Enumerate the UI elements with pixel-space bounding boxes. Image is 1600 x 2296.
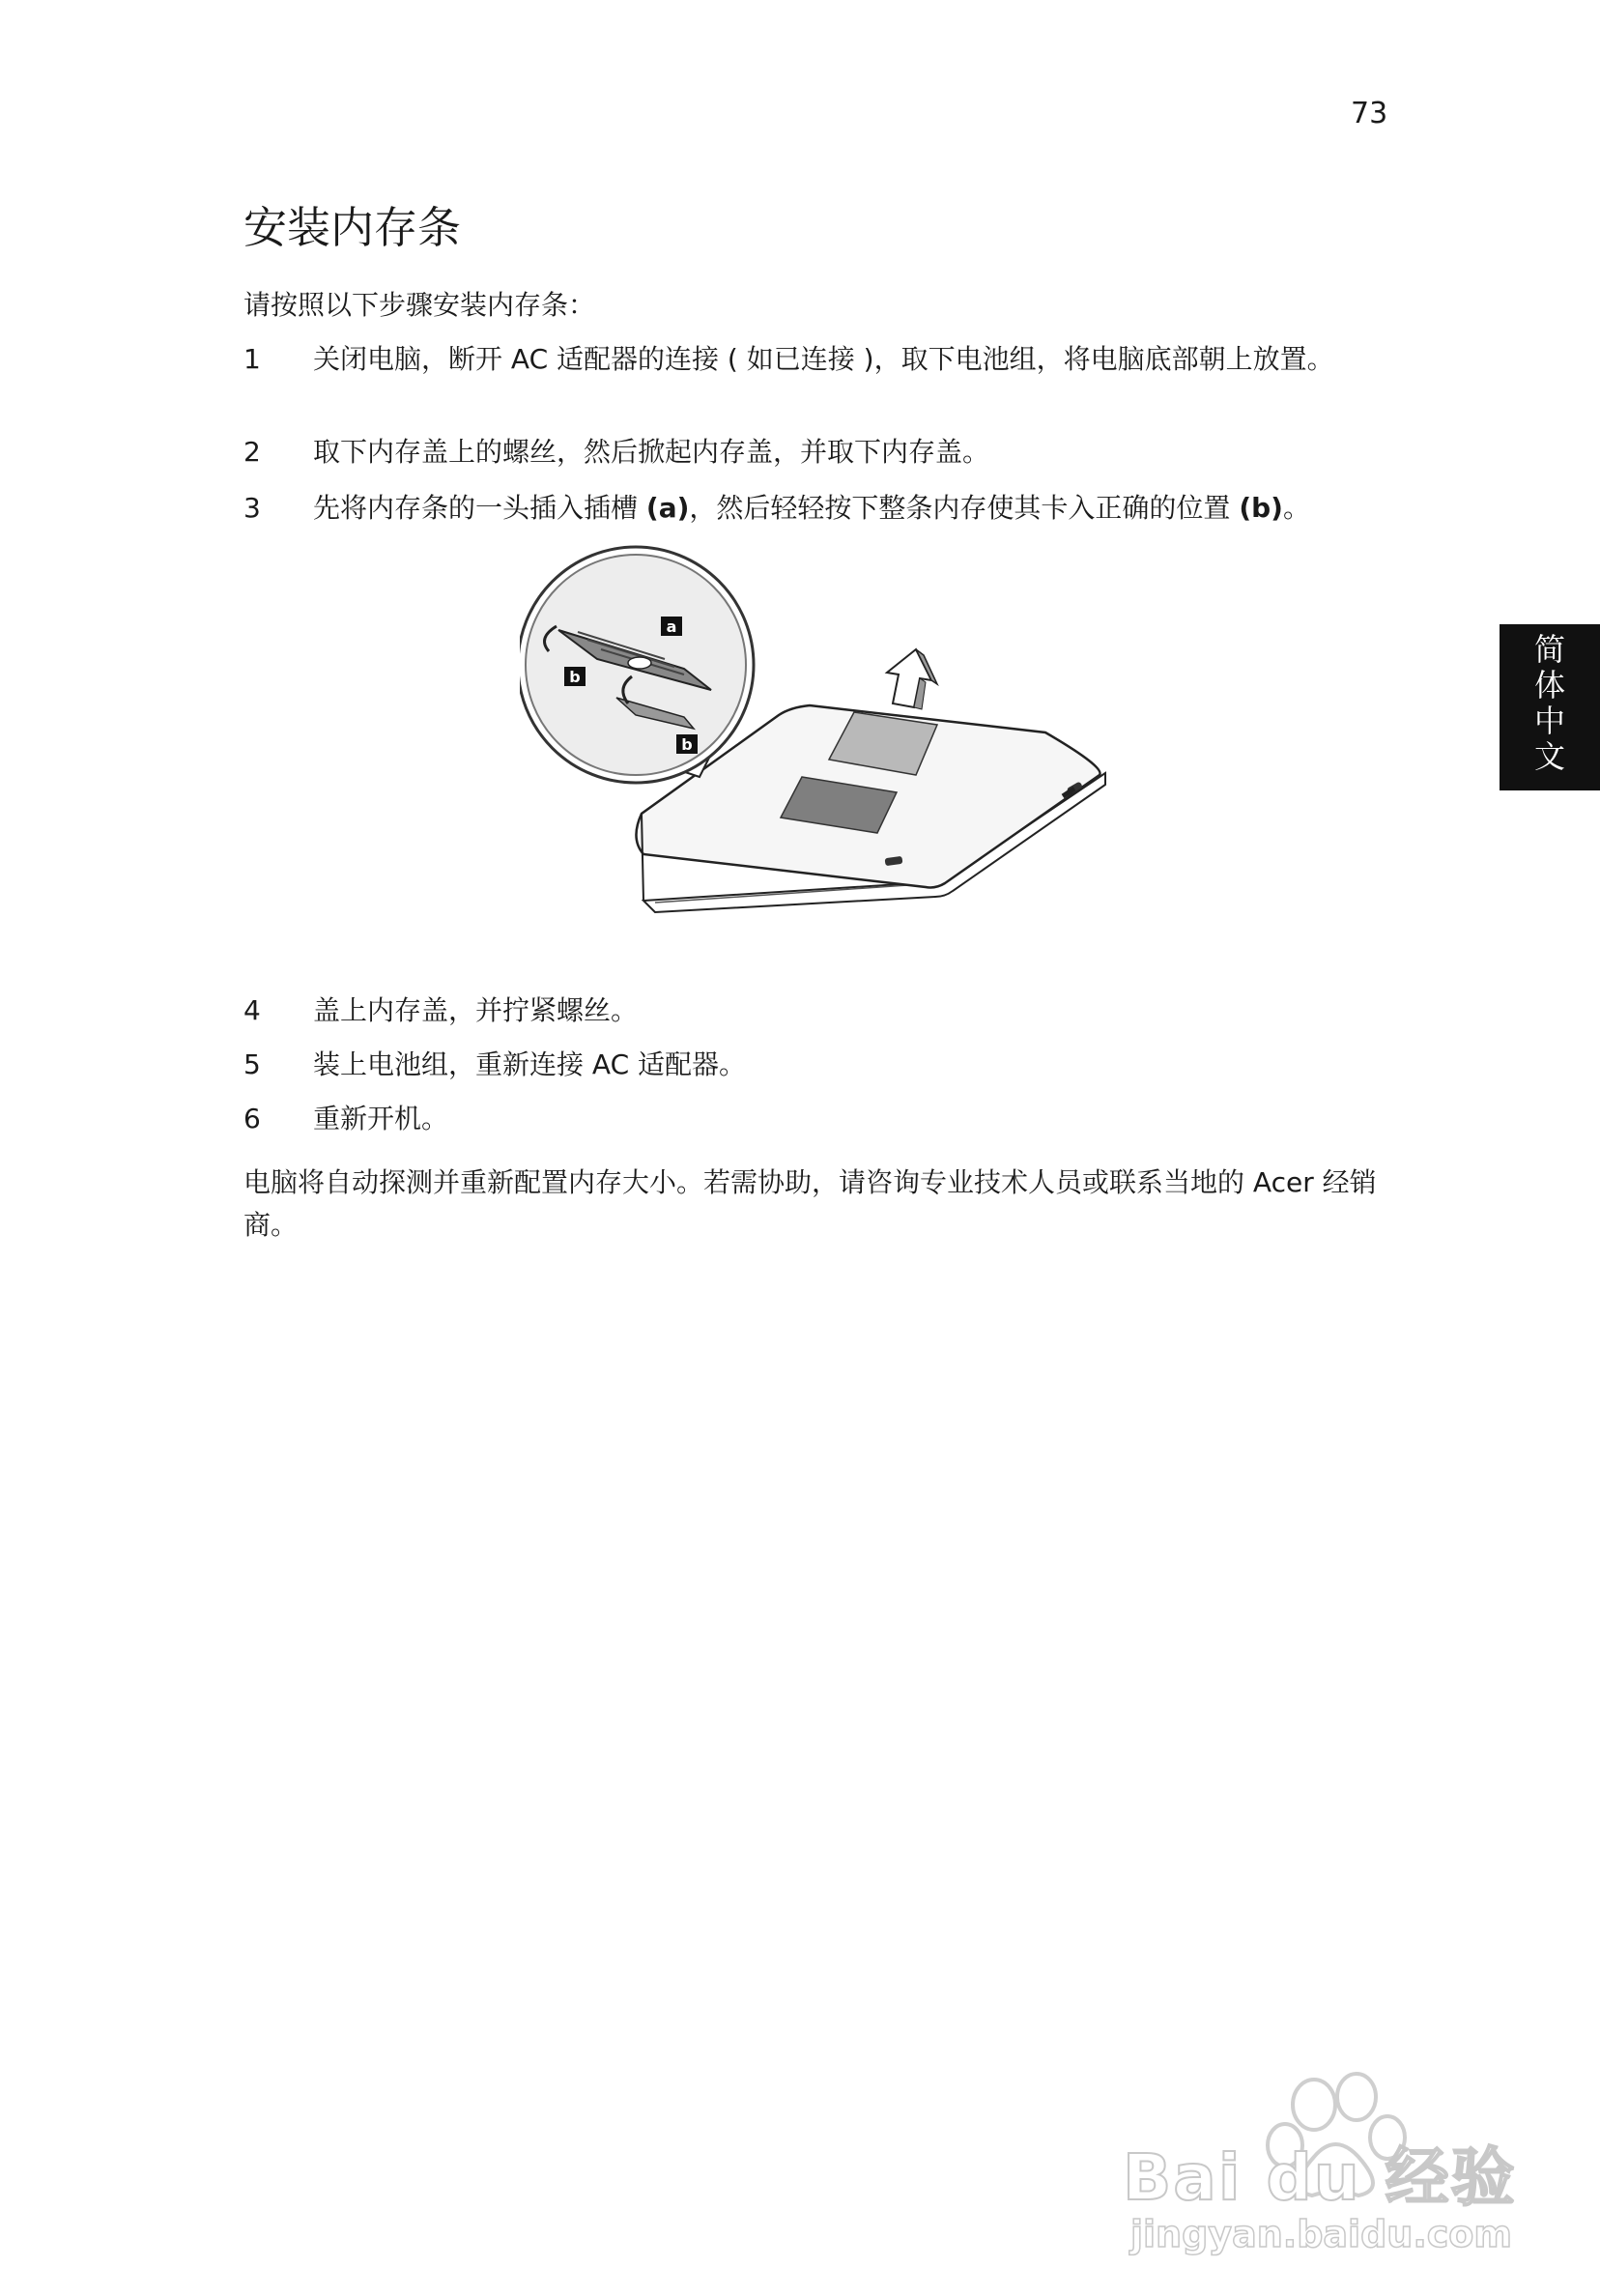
section-title: 安装内存条 <box>243 202 462 253</box>
side-tab-char: 简 <box>1533 631 1565 668</box>
step-1 <box>243 340 1384 379</box>
step-text: 重新开机。 <box>313 1103 449 1134</box>
memory-install-illustration <box>520 543 1109 957</box>
page-number: 73 <box>1351 97 1388 130</box>
intro-text: 请按照以下步骤安装内存条： <box>243 289 596 321</box>
step-number: 1 <box>243 343 261 375</box>
watermark-url: jingyan.baidu.com <box>1130 2213 1512 2255</box>
step-text: 关闭电脑，断开 AC 适配器的连接 ( 如已连接 )，取下电池组，将电脑底部朝上放置。 <box>313 343 1334 375</box>
step-text: 取下内存盖上的螺丝，然后掀起内存盖，并取下内存盖。 <box>313 436 990 468</box>
step-2 <box>243 433 1384 472</box>
step-3 <box>243 489 1384 528</box>
label-b-ref: (b) <box>1239 492 1283 524</box>
label-b-text: b <box>569 668 581 686</box>
label-a-ref: (a) <box>645 492 690 524</box>
step-text: 装上电池组，重新连接 AC 适配器。 <box>313 1048 747 1080</box>
step-number: 3 <box>243 492 261 524</box>
side-tab-char: 文 <box>1533 738 1565 775</box>
figure-label-a <box>661 617 682 636</box>
label-a-text: a <box>666 617 677 636</box>
step-6 <box>243 1100 1384 1138</box>
step-number: 6 <box>243 1103 261 1134</box>
step-4 <box>243 991 1384 1030</box>
figure-label-b-left <box>564 667 586 686</box>
language-side-tab <box>1500 624 1600 790</box>
side-tab-char: 中 <box>1533 703 1565 739</box>
closing-paragraph: 电脑将自动探测并重新配置内存大小。若需协助，请咨询专业技术人员或联系当地的 Acer 经销商。 <box>243 1166 1377 1241</box>
step-number: 5 <box>243 1048 261 1080</box>
side-tab-char: 体 <box>1533 667 1565 703</box>
step-text: 盖上内存盖，并拧紧螺丝。 <box>313 994 639 1026</box>
step-number: 2 <box>243 436 261 468</box>
figure-label-b-bottom <box>676 734 698 754</box>
label-b-text: b <box>681 735 693 754</box>
zoom-callout <box>520 547 754 783</box>
step-text: 先将内存条的一头插入插槽 (a)，然后轻轻按下整条内存使其卡入正确的位置 (b)。 <box>313 492 1310 524</box>
step-5 <box>243 1046 1384 1084</box>
step-number: 4 <box>243 994 261 1026</box>
watermark-brand: Bai du 经验 <box>1123 2140 1517 2215</box>
lift-arrow <box>887 649 937 709</box>
